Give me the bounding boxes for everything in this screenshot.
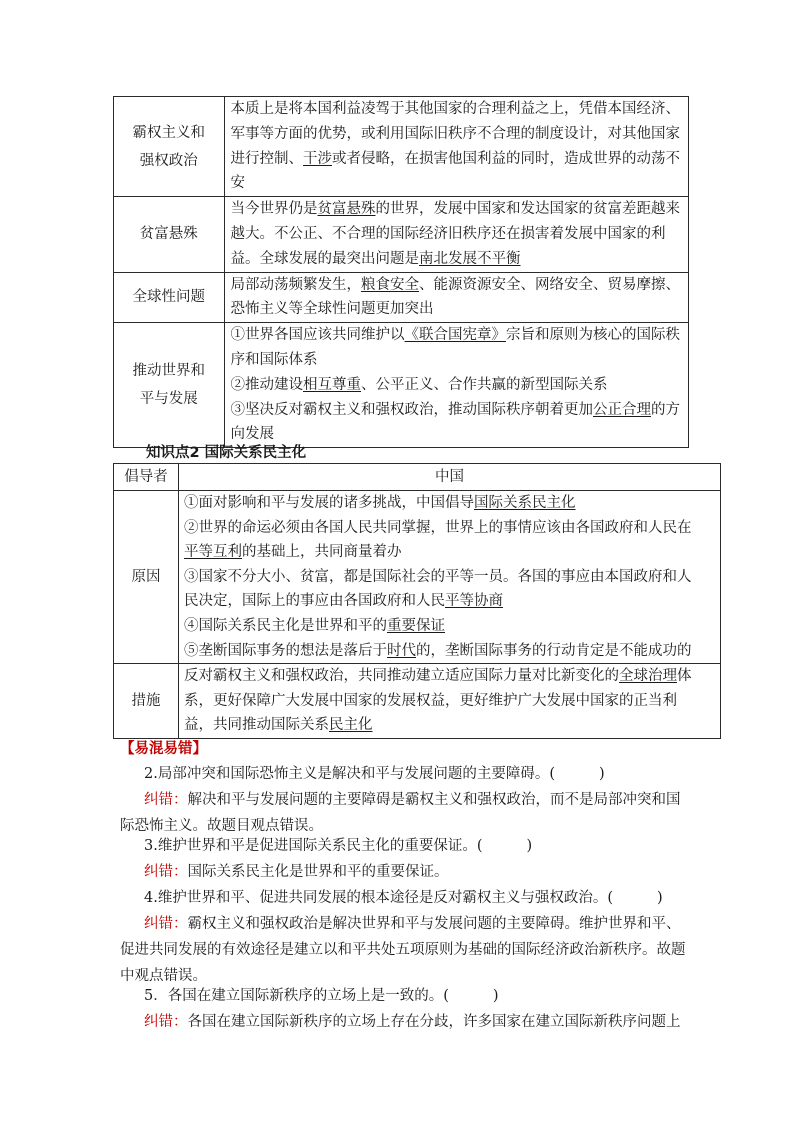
table-hegemony-issues — [113, 96, 689, 448]
key-term: 平等互利 — [184, 544, 242, 561]
row-label: 措施 — [114, 664, 179, 739]
correction-tag: 纠错： — [144, 792, 188, 808]
question-text: 5．各国在建立国际新秩序的立场上是一致的。( — [144, 988, 449, 1004]
key-term: 全球治理 — [619, 668, 677, 685]
key-term: 公正合理 — [593, 401, 651, 418]
key-term: 国际关系民主化 — [474, 495, 576, 511]
question-item: 3.维护世界和平是促进国际关系民主化的重要保证。( ) 纠错：国际关系民主化是世界和平的重要保证。 — [120, 833, 690, 885]
correction-tag: 纠错： — [144, 916, 188, 932]
question-text: 3.维护世界和平是促进国际关系民主化的重要保证。( — [144, 838, 483, 854]
question-item: 2.局部冲突和国际恐怖主义是解决和平与发展问题的主要障碍。( ) 纠错：解决和平与发展问题的主要障碍是霸权主义和强权政治，而不是局部冲突和国际恐怖主义。故题目观点错误。 — [120, 761, 690, 839]
table-row — [114, 491, 721, 664]
row-content: 当今世界仍是贫富悬殊的世界，发展中国家和发达国家的贫富差距越来 越大。不公正、不合理的国际经济旧秩序还在损害着发展中国家的利 益。全球发展的最突出问题是南北发展不平衡 — [224, 197, 689, 272]
answer-text: 纠错：霸权主义和强权政治是解决世界和平与发展问题的主要障碍。维护世界和平、促进共同发展的有效途径是建立以和平共处五项原则为基础的国际经济政治新秩序。故题中观点错误。 — [120, 916, 686, 984]
key-term: 干涉 — [303, 150, 332, 167]
row-content: 局部动荡频繁发生，粮食安全、能源资源安全、网络安全、贸易摩擦、 恐怖主义等全球性问题更加突出 — [224, 272, 689, 323]
row-content: ①面对影响和平与发展的诸多挑战，中国倡导国际关系民主化 ②世界的命运必须由各国人民共同掌握，世界上的事情应该由各国政府和人民在 平等互利的基础上，共同商量着办 ③国家不分大小、贫富，都是国际社会的平等一员。各国的事应由本国政府和人 民决定，国际上的事应由各国政府和人民平等协商 ④国际关系民主化是世界和平的重要保证 ⑤垄断国际事务的想法是落后于时代的，垄断国际事务的行动肯定是不能成功的 — [179, 491, 721, 664]
table-header-row — [114, 464, 721, 491]
question-item: 5．各国在建立国际新秩序的立场上是一致的。( ) 纠错：各国在建立国际新秩序的立场上存在分歧，许多国家在建立国际新秩序问题上 — [120, 983, 690, 1035]
correction-tag: 纠错： — [144, 864, 188, 880]
key-term: 南北发展不平衡 — [419, 250, 521, 267]
key-term: 时代 — [387, 642, 416, 659]
table-row — [114, 197, 689, 272]
key-term: 重要保证 — [387, 617, 445, 634]
key-term: 《联合国宪章》 — [404, 327, 506, 344]
key-term: 贫富悬殊 — [317, 201, 376, 218]
question-text: 4.维护世界和平、促进共同发展的根本途径是反对霸权主义与强权政治。( — [144, 890, 613, 906]
row-label: 霸权主义和 强权政治 — [114, 97, 225, 197]
row-content: ①世界各国应该共同维护以《联合国宪章》宗旨和原则为核心的国际秩 序和国际体系 ②推动建设相互尊重、公平正义、合作共赢的新型国际关系 ③坚决反对霸权主义和强权政治，推动国际秩序朝着更加公正合理的方 向发展 — [224, 323, 689, 448]
key-term: 相互尊重 — [303, 376, 361, 393]
row-label: 推动世界和 平与发展 — [114, 323, 225, 448]
row-content: 本质上是将本国利益凌驾于其他国家的合理利益之上，凭借本国经济、 军事等方面的优势，或利用国际旧秩序不合理的制度设计，对其他国家 进行控制、干涉或者侵略，在损害他国利益的同时，造成世界的动荡不 安 — [224, 97, 689, 197]
error-section-title: 【易混易错】 — [120, 741, 207, 757]
table-row — [114, 664, 721, 739]
table-row — [114, 272, 689, 323]
key-term: 平等协商 — [445, 593, 503, 610]
answer-text: 纠错：解决和平与发展问题的主要障碍是霸权主义和强权政治，而不是局部冲突和国际恐怖主义。故题目观点错误。 — [120, 792, 681, 834]
table-row — [114, 323, 689, 448]
key-term: 民主化 — [329, 717, 373, 734]
header-value: 中国 — [179, 464, 721, 491]
key-term: 粮食安全 — [361, 276, 419, 293]
row-label: 全球性问题 — [114, 272, 225, 323]
header-label: 倡导者 — [114, 464, 179, 491]
table-democratization — [113, 463, 721, 739]
correction-tag: 纠错： — [144, 1014, 188, 1030]
answer-text: 纠错：各国在建立国际新秩序的立场上存在分歧，许多国家在建立国际新秩序问题上 — [144, 1014, 681, 1030]
section-heading: 知识点2 国际关系民主化 — [146, 445, 307, 461]
row-label: 原因 — [114, 491, 179, 664]
row-label: 贫富悬殊 — [114, 197, 225, 272]
question-text: 2.局部冲突和国际恐怖主义是解决和平与发展问题的主要障碍。( — [144, 766, 555, 782]
row-content: 反对霸权主义和强权政治，共同推动建立适应国际力量对比新变化的全球治理体 系，更好保障广大发展中国家的发展权益，更好维护广大发展中国家的正当利 益，共同推动国际关系民主化 — [179, 664, 721, 739]
table-row — [114, 97, 689, 197]
question-item: 4.维护世界和平、促进共同发展的根本途径是反对霸权主义与强权政治。( ) 纠错：霸权主义和强权政治是解决世界和平与发展问题的主要障碍。维护世界和平、促进共同发展的有效途径是建立以和平共处五项原则为基础的国际经济政治新秩序。故题中观点错误。 — [120, 885, 690, 989]
answer-text: 纠错：国际关系民主化是世界和平的重要保证。 — [144, 864, 449, 880]
